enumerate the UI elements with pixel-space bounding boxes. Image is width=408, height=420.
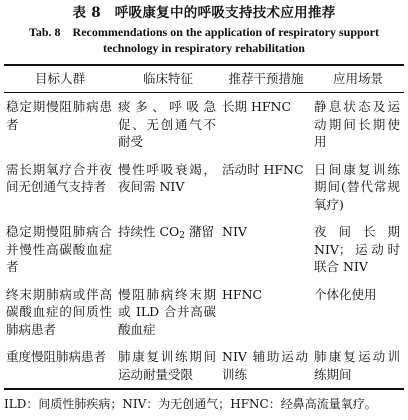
bottom-rule [4, 388, 404, 390]
subscript-2: 2 [179, 231, 186, 241]
features-text-suffix: 潴留 [185, 224, 215, 239]
header-intervention: 推荐干预措施 [228, 71, 304, 86]
cell-intervention: NIV [222, 224, 247, 239]
cell-features [116, 218, 220, 281]
cell-intervention: NIV 辅助运动训练 [222, 349, 308, 382]
cell-scenario: 个体化使用 [314, 286, 377, 302]
header-scenario: 应用场景 [332, 71, 383, 86]
cell-intervention: 长期 HFNC [222, 99, 292, 114]
header-target-population: 目标人群 [34, 71, 85, 86]
table-row [4, 93, 404, 156]
cell-features: 肺康复训练期间运动耐量受限 [118, 349, 216, 382]
cell-intervention: 活动时 HFNC [222, 161, 304, 177]
recommendation-table [4, 66, 404, 92]
header-row [4, 66, 404, 92]
cell-intervention: HFNC [222, 286, 263, 302]
table-row [4, 281, 404, 344]
cell-scenario: 静息状态及运动期间长期使用 [314, 99, 400, 149]
cell-features: 痰多、呼吸急促、无创通气不耐受 [118, 99, 216, 149]
header-clinical-features: 临床特征 [142, 71, 193, 86]
cell-scenario: 日间康复训练期间(替代常规氧疗) [314, 161, 400, 212]
cell-population: 终末期肺病或伴高碳酸血症的间质性肺病患者 [6, 286, 112, 337]
table-title-english: Tab. 8 Recommendations on the application of respiratory support technology in respiratory rehabilitation [28, 25, 380, 55]
recommendation-table-body [4, 93, 404, 388]
table-row [4, 343, 404, 388]
features-text: 持续性 CO [118, 224, 180, 239]
table-row [4, 218, 404, 281]
cell-population: 稳定期慢阻肺病患者 [6, 99, 112, 132]
cell-features: 慢阻肺病终末期或 ILD 合并高碳酸血症 [118, 286, 216, 337]
cell-scenario: 肺康复运动训练期间 [314, 349, 400, 382]
cell-population: 需长期氧疗合并夜间无创通气支持者 [6, 161, 112, 194]
cell-features: 慢性呼吸衰竭，夜间需 NIV [118, 161, 216, 194]
table-title-chinese: 表 8 呼吸康复中的呼吸支持技术应用推荐 [72, 5, 336, 21]
table-row [4, 156, 404, 219]
cell-scenario: 夜间长期 NIV；运动时联合 NIV [314, 224, 400, 274]
cell-population: 稳定期慢阻肺病合并慢性高碳酸血症者 [6, 224, 112, 274]
table-footnote: ILD：间质性肺疾病；NIV：为无创通气；HFNC：经鼻高流量氧疗。 [4, 397, 377, 411]
cell-population: 重度慢阻肺病患者 [6, 349, 107, 364]
